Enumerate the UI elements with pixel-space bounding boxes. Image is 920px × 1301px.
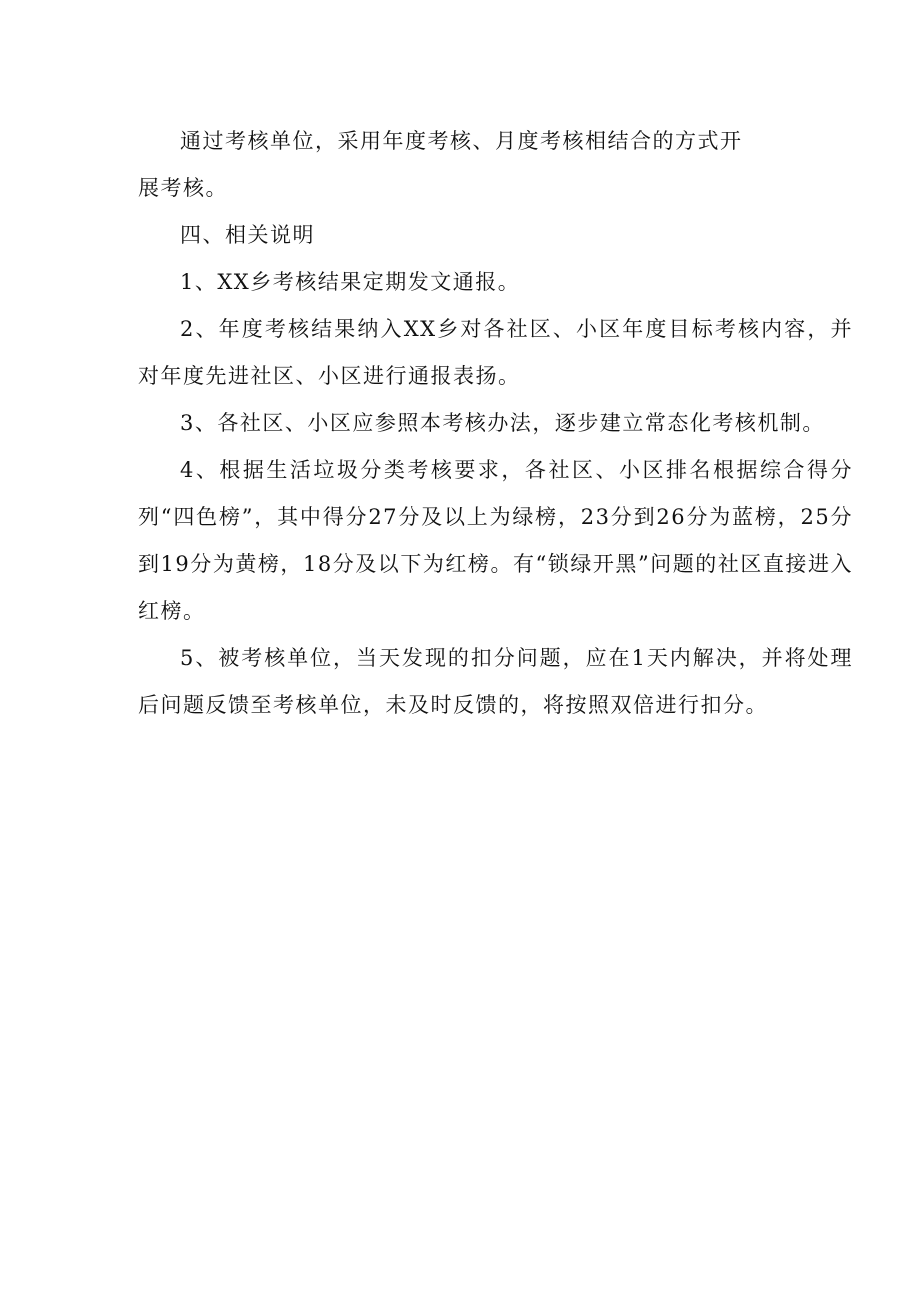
document-body (138, 118, 853, 729)
paragraph-note-4: 4、根据生活垃圾分类考核要求，各社区、小区排名根据综合得分列“四色榜”，其中得分27分及以上为绿榜，23分到26分为蓝榜，25分到19分为黄榜，18分及以下为红榜。有“锁绿开黑”问题的社区直接进入红榜。 (138, 458, 853, 623)
section-heading-related-notes: 四、相关说明 (180, 223, 315, 247)
paragraph-note-1: 1、XX乡考核结果定期发文通报。 (180, 270, 521, 294)
paragraph-assessment-method: 通过考核单位，采用年度考核、月度考核相结合的方式开展考核。 (138, 129, 743, 200)
paragraph-note-2: 2、年度考核结果纳入XX乡对各社区、小区年度目标考核内容，并对年度先进社区、小区进行通报表扬。 (138, 317, 853, 388)
paragraph-note-3: 3、各社区、小区应参照本考核办法，逐步建立常态化考核机制。 (180, 411, 825, 435)
paragraph-note-5: 5、被考核单位，当天发现的扣分问题，应在1天内解决，并将处理后问题反馈至考核单位，未及时反馈的，将按照双倍进行扣分。 (138, 646, 853, 717)
